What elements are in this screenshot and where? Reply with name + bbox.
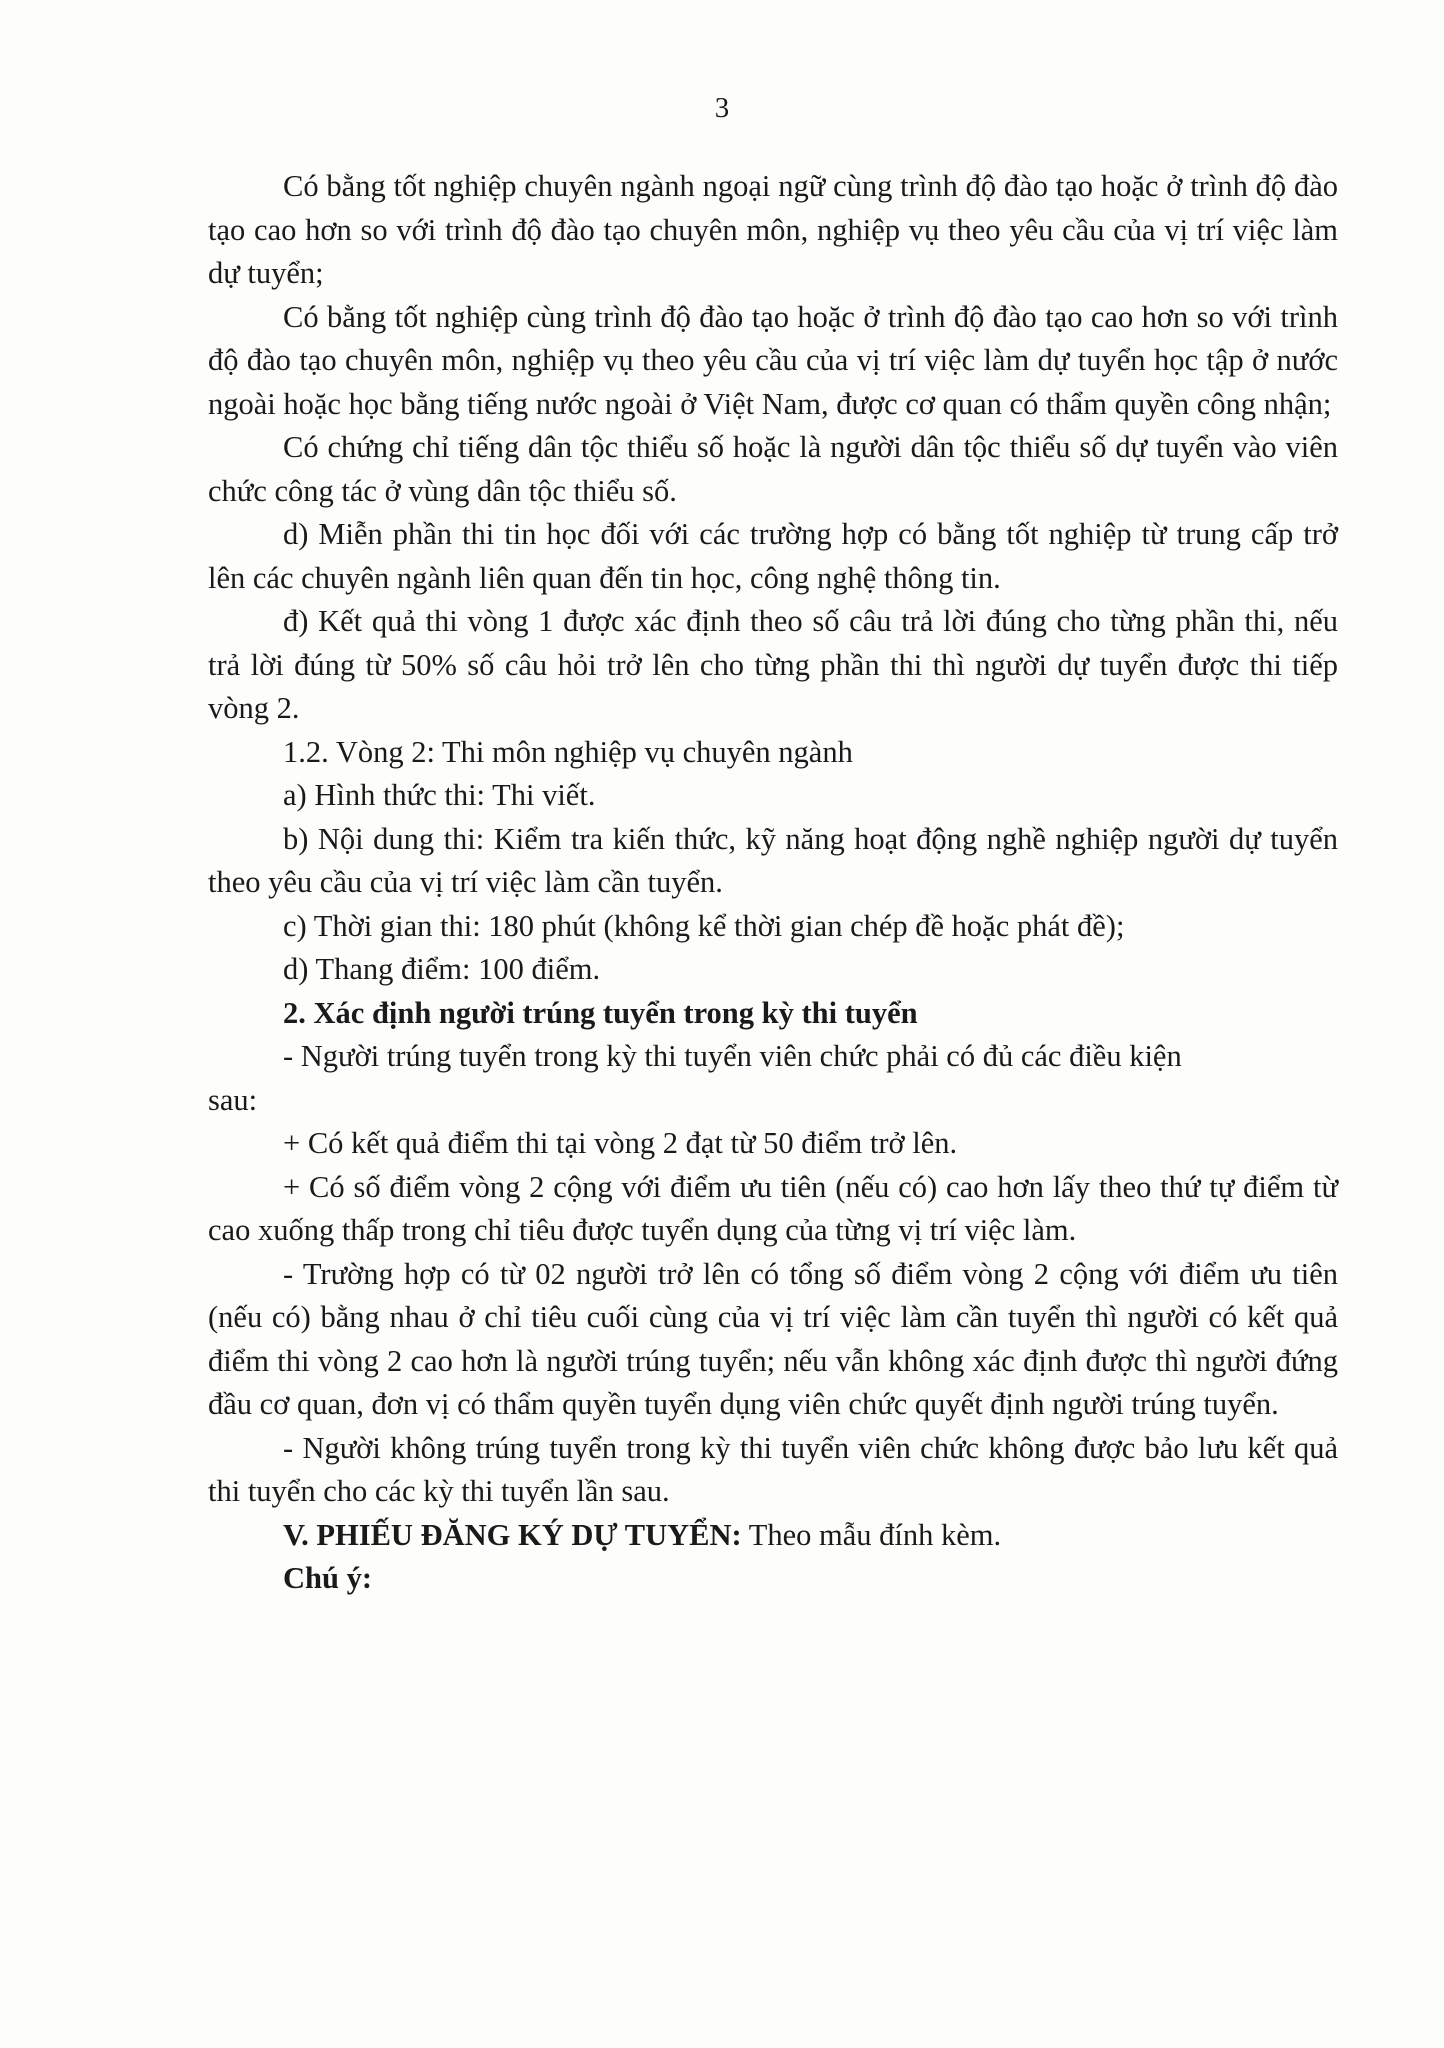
paragraph-no-reserve: - Người không trúng tuyển trong kỳ thi tuyển viên chức không được bảo lưu kết quả thi tuyển cho các kỳ thi tuyển lần sau. — [208, 1430, 1338, 1508]
paragraph-winner-conditions: - Người trúng tuyển trong kỳ thi tuyển viên chức phải có đủ các điều kiện — [283, 1039, 1182, 1073]
page-number: 3 — [714, 92, 730, 124]
section-5 — [208, 1514, 1338, 1558]
paragraph-exam-form: a) Hình thức thi: Thi viết. — [283, 778, 596, 812]
paragraph-exam-duration: c) Thời gian thi: 180 phút (không kể thời gian chép đề hoặc phát đề); — [283, 908, 1125, 943]
paragraph-condition-1: + Có kết quả điểm thi tại vòng 2 đạt từ 50 điểm trở lên. — [283, 1126, 958, 1160]
paragraph-round1-result: đ) Kết quả thi vòng 1 được xác định theo số câu trả lời đúng cho từng phần thi, nếu trả lời đúng từ 50% số câu hỏi trở lên cho từng phần thi thì người dự tuyển được thi tiếp vòng 2. — [208, 604, 1338, 725]
paragraph-foreign-study-degree: Có bằng tốt nghiệp cùng trình độ đào tạo hoặc ở trình độ đào tạo cao hơn so với trình độ đào tạo chuyên môn, nghiệp vụ theo yêu cầu của vị trí việc làm dự tuyển học tập ở nước ngoài hoặc học bằng tiếng nước ngoài ở Việt Nam, được cơ quan có thẩm quyền công nhận; — [208, 299, 1338, 421]
paragraph-tie-rule: - Trường hợp có từ 02 người trở lên có tổng số điểm vòng 2 cộng với điểm ưu tiên (nếu có) bằng nhau ở chỉ tiêu cuối cùng của vị trí việc làm cần tuyển thì người có kết quả điểm thi vòng 2 cao hơn là người trúng tuyển; nếu vẫn không xác định được thì người đứng đầu cơ quan, đơn vị có thẩm quyền tuyển dụng viên chức quyết định người trúng tuyển. — [208, 1256, 1338, 1421]
paragraph-exam-content: b) Nội dung thi: Kiểm tra kiến thức, kỹ năng hoạt động nghề nghiệp người dự tuyển theo yêu cầu của vị trí việc làm cần tuyển. — [208, 821, 1338, 899]
section-2-heading: 2. Xác định người trúng tuyển trong kỳ thi tuyển — [283, 995, 918, 1030]
paragraph-score-scale: d) Thang điểm: 100 điểm. — [283, 952, 601, 986]
paragraph-it-exemption: d) Miễn phần thi tin học đối với các trường hợp có bằng tốt nghiệp từ trung cấp trở lên các chuyên ngành liên quan đến tin học, công nghệ thông tin. — [208, 517, 1338, 595]
paragraph-round2-heading: 1.2. Vòng 2: Thi môn nghiệp vụ chuyên ngành — [283, 734, 853, 769]
paragraph-foreign-language-degree: Có bằng tốt nghiệp chuyên ngành ngoại ngữ cùng trình độ đào tạo hoặc ở trình độ đào tạo cao hơn so với trình độ đào tạo chuyên môn, nghiệp vụ theo yêu cầu của vị trí việc làm dự tuyển; — [208, 169, 1338, 290]
paragraph-winner-conditions-tail: sau: — [208, 1082, 258, 1117]
paragraph-condition-2: + Có số điểm vòng 2 cộng với điểm ưu tiên (nếu có) cao hơn lấy theo thứ tự điểm từ cao xuống thấp trong chỉ tiêu được tuyển dụng của từng vị trí việc làm. — [208, 1169, 1338, 1247]
section-5-heading: V. PHIẾU ĐĂNG KÝ DỰ TUYỂN: — [283, 1517, 742, 1552]
paragraph-ethnic-language-certificate: Có chứng chỉ tiếng dân tộc thiểu số hoặc là người dân tộc thiểu số dự tuyển vào viên chức công tác ở vùng dân tộc thiểu số. — [208, 430, 1338, 508]
section-5-text: Theo mẫu đính kèm. — [741, 1517, 1002, 1552]
note-heading: Chú ý: — [283, 1561, 372, 1595]
document-body — [208, 165, 1338, 1601]
